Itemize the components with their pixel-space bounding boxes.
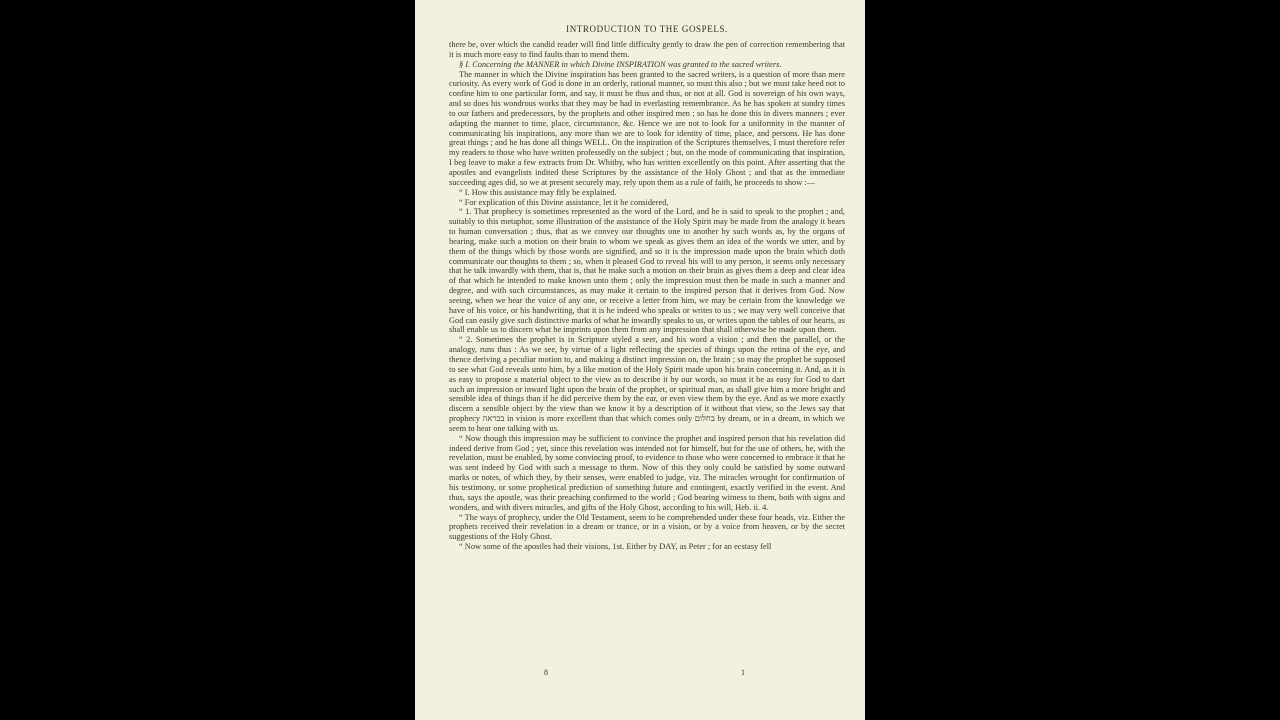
body-text <box>449 40 845 552</box>
paragraph: “ For explication of this Divine assistance, let it be considered, <box>459 197 669 207</box>
signature-right: 1 <box>741 668 745 677</box>
paragraph: “ Now though this impression may be sufficient to convince the prophet and inspired person that his revelation did indeed derive from God ; yet, since this revelation was intended not for himself, but for the use of others, he, with the revelation, must be enabled, by some convincing proof, to evidence to those who were concerned to embrace it that he was sent indeed by God with such a message to them. Now of this they only could be satisfied by some outward marks or notes, of which they, by their senses, were enabled to judge, viz. The miracles wrought for confirmation of his testimony, or some prophetical prediction of something future and contingent, exactly verified in the event. And thus, says the apostle, was their preaching confirmed to the world ; God bearing witness to them, both with signs and wonders, and with divers miracles, and gifts of the Holy Ghost, according to his will, Heb. ii. 4. <box>449 433 845 512</box>
opening-paragraph: there be, over which the candid reader will find little difficulty gently to draw the pen of correction remembering that it is much more easy to find faults than to mend them. <box>449 40 845 59</box>
paragraph: “ 2. Sometimes the prophet is in Scripture styled a seer, and his word a vision ; and then the parallel, or the analogy, runs thus : As we see, by virtue of a light reflecting the species of things upon the retina of the eye, and thence deriving a peculiar motion to, and making a distinct impression on, the brain ; so may the prophet be supposed to see what God reveals unto him, by a like motion of the Holy Spirit made upon his brain concerning it. And, as it is as easy to propose a material object to the view as to describe it by our words, so must it be as easy for God to dart such an impression or inward light upon the brain of the prophet, or spiritual man, as shall give him a more bright and sensible idea of things than if he did perceive them by the ear, or even view them by the eye. And as we more exactly discern a sensible object by the view than we know it by a description of it without that view, so the Jews say that prophecy בכראה in vision is more excellent than that which comes only בחלום by dream, or in a dream, in which we seem to hear one talking with us. <box>449 335 845 433</box>
running-head: INTRODUCTION TO THE GOSPELS. <box>566 24 728 34</box>
paragraph: “ I. How this assistance may fitly be explained. <box>459 187 617 197</box>
document-page <box>415 0 865 720</box>
paragraph: “ Now some of the apostles had their visions, 1st. Either by DAY, as Peter ; for an ecstasy fell <box>459 542 772 552</box>
paragraph: The manner in which the Divine inspiration has been granted to the sacred writers, is a question of more than mere curiosity. As every work of God is done in an orderly, rational manner, so must this also ; but we must take heed not to confine him to one particular form, and say, it must be thus and thus, or not at all. God is sovereign of his own ways, and so does his wondrous works that they may be had in everlasting remembrance. As he has spoken at sundry times to our fathers and predecessors, by the prophets and other inspired men ; so has he done this in divers manners ; ever adapting the manner to time, place, circumstance, &c. Hence we are not to look for a uniformity in the manner of communicating his inspirations, any more than we are to look for identity of time, place, and persons. He has done great things ; and he has done all things WELL. On the inspiration of the Scriptures themselves, I must therefore refer my readers to those who have written professedly on the subject ; but, on the mode of communicating that inspiration, I beg leave to make a few extracts from Dr. Whitby, who has written excellently on this point. After asserting that the apostles and evangelists indited these Scriptures by the assistance of the Holy Ghost ; and that as the immediate succeeding ages did, so we at present securely may, rely upon them as a rule of faith, he proceeds to show :— <box>449 69 845 187</box>
section-heading: § I. Concerning the MANNER in which Divine INSPIRATION was granted to the sacred writers. <box>459 59 782 69</box>
signature-left: 8 <box>544 668 548 677</box>
paragraph: “ 1. That prophecy is sometimes represented as the word of the Lord, and he is said to speak to the prophet ; and, suitably to this metaphor, some illustration of the assistance of the Holy Spirit may be made from the analogy it bears to human conversation ; thus, that as we convey our thoughts one to another by such words as, by the organs of hearing, make such a motion on their brain to whom we speak as gives them an idea of the words we utter, and by them of the things which by those words are signified, and so it is the impression made upon the brain which doth communicate our thoughts to them ; so, when it pleased God to reveal his will to any person, it seems only necessary that he talk inwardly with them, that is, that he make such a motion on their brain as gives them a deep and clear idea of that which he intended to make known unto them ; only the impression must then be made in such a manner and degree, and with such circumstances, as may make it certain to the inspired person that it derives from God. Now seeing, when we hear the voice of any one, or receive a letter from him, we may be certain from the knowledge we have of his voice, or his handwriting, that it is he indeed who speaks or writes to us ; we may very well conceive that God can easily give such distinctive marks of what he inwardly speaks to us, or writes upon the tables of our hearts, as shall enable us to discern what he imprints upon them from any impression that shall otherwise be made upon them. <box>449 207 845 335</box>
paragraph: “ The ways of prophecy, under the Old Testament, seem to be comprehended under these four heads, viz. Either the prophets received their revelation in a dream or trance, or in a vision, or by a voice from heaven, or by the secret suggestions of the Holy Ghost. <box>449 512 845 542</box>
